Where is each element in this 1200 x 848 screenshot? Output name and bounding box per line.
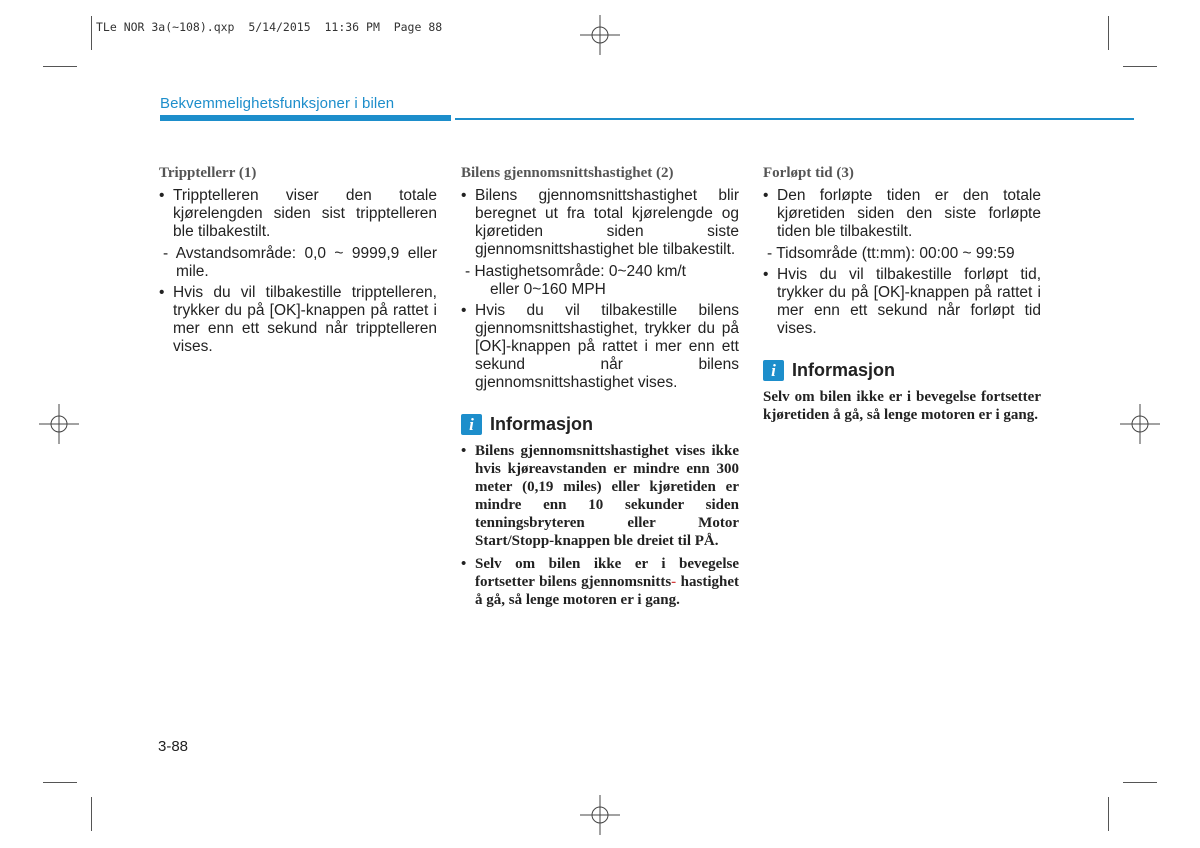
section-header-title: Bekvemmelighetsfunksjoner i bilen	[160, 95, 395, 112]
bullet-list	[763, 187, 1041, 241]
hyphen-mark: -	[671, 574, 677, 590]
column-average-speed	[461, 164, 739, 614]
bullet-list	[763, 266, 1041, 338]
info-icon: i	[461, 414, 482, 435]
crop-mark	[43, 66, 77, 67]
bullet-list	[461, 302, 739, 392]
column-trip-meter	[159, 164, 437, 360]
info-heading	[461, 414, 739, 435]
page-number: 3-88	[158, 738, 189, 755]
range-note: - Avstandsområde: 0,0 ~ 9999,9 eller mile.	[163, 245, 437, 280]
info-icon: i	[763, 360, 784, 381]
crop-mark	[43, 782, 77, 783]
list-item: • Hvis du vil tilbakestille forløpt tid, trykker du på [OK]-knappen på rattet i mer enn ett sekund når forløpt tid vises.	[763, 266, 1041, 338]
crop-mark	[1108, 16, 1109, 50]
crop-mark	[1123, 66, 1157, 67]
registration-mark-icon	[580, 15, 620, 55]
header-rule	[455, 118, 1134, 120]
column-elapsed-time	[763, 164, 1041, 424]
registration-mark-icon	[39, 404, 79, 444]
bullet-list	[159, 284, 437, 356]
list-item: • Tripptelleren viser den totale kjørelengden siden sist tripptelleren ble tilbakestilt.	[159, 187, 437, 241]
list-item: • Bilens gjennomsnittshastighet blir beregnet ut fra total kjørelengde og kjøretiden siden siste gjennomsnittshastighet ble tilbakestilt.	[461, 187, 739, 259]
bullet-list	[461, 187, 739, 259]
info-item	[461, 555, 739, 609]
registration-mark-icon	[580, 795, 620, 835]
info-item: • Bilens gjennomsnittshastighet vises ikke hvis kjøreavstanden er mindre enn 300 meter (0,19 miles) eller kjøretiden er mindre enn 10 sekunder siden tenningsbryteren eller Motor Start/Stopp-knappen ble dreiet til PÅ.	[461, 442, 739, 550]
info-paragraph: Selv om bilen ikke er i bevegelse fortsetter kjøretiden å gå, så lenge motoren er i gang.	[763, 389, 1041, 423]
info-item-text: Selv om bilen ikke er i bevegelse fortsetter bilens gjennomsnitts	[475, 556, 739, 590]
list-item: • Hvis du vil tilbakestille bilens gjennomsnittshastighet, trykker du på [OK]-knappen på rattet i mer enn ett sekund når bilens gjennomsnittshastighet vises.	[461, 302, 739, 392]
list-item: • Hvis du vil tilbakestille tripptelleren, trykker du på [OK]-knappen på rattet i mer enn ett sekund når tripptelleren vises.	[159, 284, 437, 356]
bullet-list	[159, 187, 437, 241]
info-heading	[763, 360, 1041, 381]
section-title-average-speed: Bilens gjennomsnittshastighet (2)	[461, 165, 674, 181]
range-note: - Tidsområde (tt:mm): 00:00 ~ 99:59	[767, 245, 1015, 262]
range-note-continued: eller 0~160 MPH	[490, 281, 606, 298]
info-item-text-continued: hastighet å gå, så lenge motoren er i gang.	[475, 574, 739, 608]
header-rule-accent	[160, 115, 451, 121]
section-title-trip-meter: Tripptellerr (1)	[159, 165, 257, 181]
section-title-elapsed-time: Forløpt tid (3)	[763, 165, 854, 181]
info-title: Informasjon	[490, 414, 594, 434]
info-title: Informasjon	[792, 360, 896, 380]
crop-mark	[91, 797, 92, 831]
print-slug: TLe NOR 3a(~108).qxp 5/14/2015 11:36 PM Page 88	[96, 20, 443, 34]
crop-mark	[1108, 797, 1109, 831]
crop-mark	[1123, 782, 1157, 783]
range-note: - Hastighetsområde: 0~240 km/t	[465, 263, 686, 280]
list-item: • Den forløpte tiden er den totale kjøretiden siden den siste forløpte tiden ble tilbakestilt.	[763, 187, 1041, 241]
registration-mark-icon	[1120, 404, 1160, 444]
info-list	[461, 442, 739, 609]
crop-mark	[91, 16, 92, 50]
